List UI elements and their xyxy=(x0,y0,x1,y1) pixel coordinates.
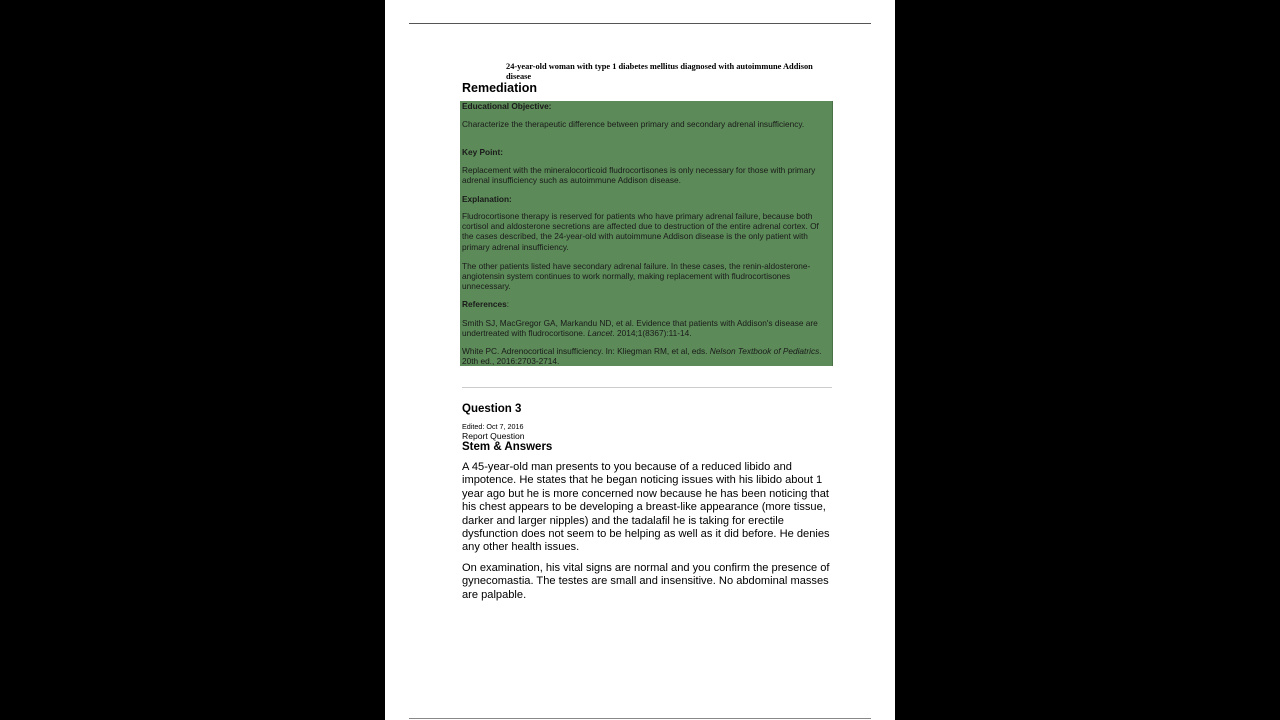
reference-item-2 xyxy=(462,346,832,366)
educational-objective-label: Educational Objective: xyxy=(462,101,552,111)
edited-date: Edited: Oct 7, 2016 xyxy=(462,422,524,431)
explanation-paragraph-2: The other patients listed have secondary adrenal failure. In these cases, the renin-aldosterone-angiotensin system continues to work normally, making replacement with fludrocortisones unnecessary. xyxy=(462,261,811,292)
document-page xyxy=(385,0,895,720)
reference-2-authors-title: White PC. Adrenocortical insufficiency. In: Kliegman RM, et al, eds. xyxy=(462,346,710,356)
top-page-rule xyxy=(409,23,871,24)
educational-objective-text: Characterize the therapeutic difference between primary and secondary adrenal insufficiency. xyxy=(462,119,805,129)
reference-1-citation: . 2014;1(8367):11-14. xyxy=(612,328,692,339)
remediation-heading: Remediation xyxy=(462,81,538,95)
remediation-box xyxy=(460,101,833,366)
reference-2-book: Nelson Textbook of Pediatrics xyxy=(709,346,820,356)
case-title: 24-year-old woman with type 1 diabetes mellitus diagnosed with autoimmune Addison disease xyxy=(506,62,813,81)
reference-2-citation: . 20th ed., 2016:2703-2714. xyxy=(462,346,822,367)
explanation-paragraph-1: Fludrocortisone therapy is reserved for patients who have primary adrenal failure, because both cortisol and aldosterone secretions are affected due to destruction of the entire adrenal cortex. Of the cases described, the 24-year-old with autoimmune Addison disease is the only patient with primary adrenal insufficiency. xyxy=(462,211,819,252)
stem-paragraph-1: A 45-year-old man presents to you because of a reduced libido and impotence. He states that he began noticing issues with his libido about 1 year ago but he is more concerned now because he has been noticing that his chest appears to be developing a breast-like appearance (more tissue, darker and larger nipples) and the tadalafil he is taking for erectile dysfunction does not seem to be helping as well as it did before. He denies any other health issues. xyxy=(462,461,830,554)
stem-answers-heading: Stem & Answers xyxy=(462,441,553,453)
question-heading: Question 3 xyxy=(462,403,522,415)
reference-1-authors-title: Smith SJ, MacGregor GA, Markandu ND, et al. Evidence that patients with Addison's disease are undertreated with fludrocortisone. xyxy=(462,318,818,339)
key-point-label: Key Point: xyxy=(462,147,504,157)
references-label: References xyxy=(462,299,507,309)
references-heading xyxy=(462,299,832,309)
section-divider xyxy=(462,387,832,388)
explanation-label: Explanation: xyxy=(462,194,512,204)
report-question-link[interactable]: Report Question xyxy=(462,431,525,441)
references-colon: : xyxy=(506,299,510,309)
bottom-page-rule xyxy=(409,718,871,719)
reference-1-journal: Lancet xyxy=(587,328,613,339)
key-point-text: Replacement with the mineralocorticoid fludrocortisones is only necessary for those with primary adrenal insufficiency such as autoimmune Addison disease. xyxy=(462,165,816,186)
reference-item-1 xyxy=(462,318,832,338)
stem-paragraph-2: On examination, his vital signs are normal and you confirm the presence of gynecomastia. The testes are small and insensitive. No abdominal masses are palpable. xyxy=(462,562,830,601)
